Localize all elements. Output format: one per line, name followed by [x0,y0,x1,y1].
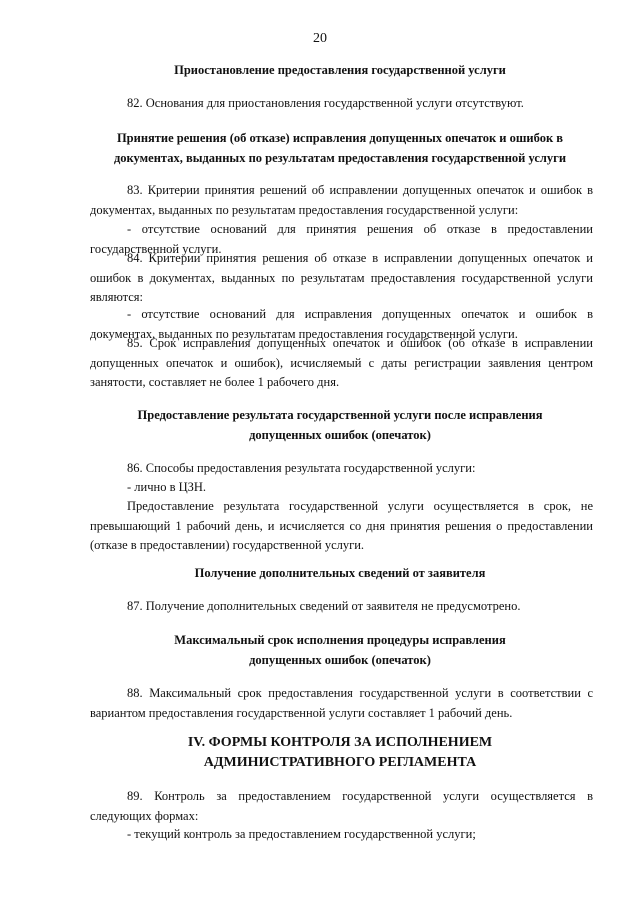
paragraph-83-item: - отсутствие оснований для принятия решения об отказе в предоставлении государственной услуги. [90,222,593,256]
section-heading-correction-decision-line2: документах, выданных по результатам предоставления государственной услуги [113,151,567,165]
section-heading-max-term-line1: Максимальный срок исполнения процедуры исправления [174,633,506,647]
section-heading-result-delivery-line1: Предоставление результата государственной услуги после исправления [137,408,543,422]
paragraph-86-text: Предоставление результата государственной услуги осуществляется в срок, не превышающий 1 рабочий день, и исчисляется со дня принятия решения о предоставлении (отказе в предоставлении) государственной услуги. [90,499,593,553]
paragraph-82: 82. Основания для приостановления государственной услуги отсутствуют. [127,96,524,110]
page-number: 20 [313,31,327,46]
paragraph-86-item: - лично в ЦЗН. [127,480,207,494]
paragraph-87: 87. Получение дополнительных сведений от заявителя не предусмотрено. [127,599,521,613]
paragraph-83: 83. Критерии принятия решений об исправлении допущенных опечаток и ошибок в документах, выданных по результатам предоставления государственной услуги: [90,183,593,217]
section-heading-suspension: Приостановление предоставления государственной услуги [174,63,506,77]
paragraph-89-item: - текущий контроль за предоставлением государственной услуги; [127,827,476,841]
section-heading-result-delivery-line2: допущенных ошибок (опечаток) [249,428,431,442]
paragraph-88: 88. Максимальный срок предоставления государственной услуги в соответствии с вариантом предоставления государственной услуги составляет 1 рабочий день. [90,686,593,720]
chapter-heading-line1: IV. ФОРМЫ КОНТРОЛЯ ЗА ИСПОЛНЕНИЕМ [187,735,493,750]
paragraph-85: 85. Срок исправления допущенных опечаток и ошибок (об отказе в исправлении допущенных опечаток и ошибок), исчисляемый с даты регистрации заявления центром занятости, составляет не более 1 рабочего дня. [90,336,593,390]
paragraph-89: 89. Контроль за предоставлением государственной услуги осуществляется в следующих формах: [90,789,593,823]
chapter-heading-line2: АДМИНИСТРАТИВНОГО РЕГЛАМЕНТА [203,755,477,770]
section-heading-additional-info: Получение дополнительных сведений от заявителя [194,566,486,580]
section-heading-max-term-line2: допущенных ошибок (опечаток) [249,653,431,667]
paragraph-84: 84. Критерии принятия решения об отказе в исправлении допущенных опечаток и ошибок в документах, выданных по результатам предоставления государственной услуги являются: [90,251,593,305]
paragraph-86: 86. Способы предоставления результата государственной услуги: [127,461,476,475]
paragraph-84-item: - отсутствие оснований для исправления допущенных опечаток и ошибок в документах, выданных по результатам предоставления государственной услуги. [90,307,593,341]
section-heading-correction-decision-line1: Принятие решения (об отказе) исправления допущенных опечаток и ошибок в [116,131,564,145]
